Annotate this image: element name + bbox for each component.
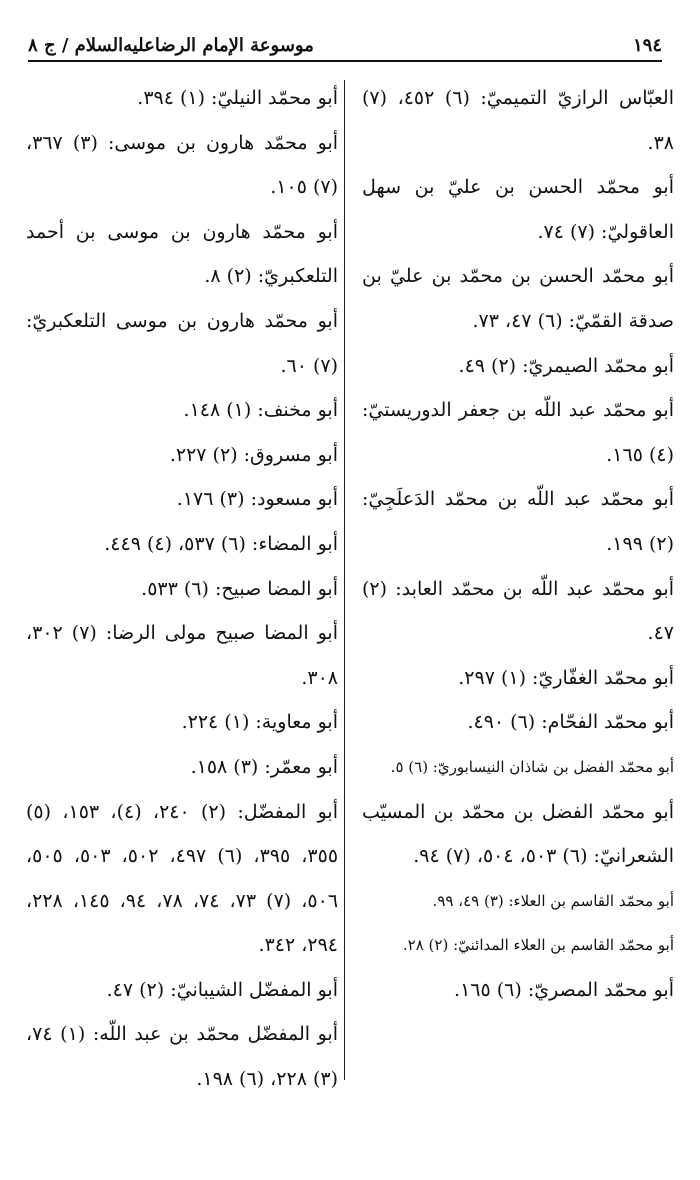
index-entry: أبو محمّد الفضل بن شاذان النيسابوريّ: (٦) ٥. xyxy=(390,757,674,776)
index-entry: أبو محمّد القاسم بن العلاء المدائنيّ: (٢) ٢٨. xyxy=(402,936,674,955)
column-divider xyxy=(344,80,345,1080)
index-entry: أبو محمّد الحسن بن محمّد بن عليّ بن صدقة القمّيّ: (٦) ٤٧، ٧٣. xyxy=(362,265,674,332)
index-entry: أبو معمّر: (٣) ١٥٨. xyxy=(190,755,338,778)
index-entry: أبو محمّد عبد اللّه بن محمّد الدَعلَجِيّ: (٢) ١٩٩. xyxy=(362,488,674,555)
right-index-column xyxy=(362,76,674,1012)
running-title: موسوعة الإمام الرضاعليه‌السلام / ج ٨ xyxy=(28,35,314,56)
index-entry: أبو محمّد عبد اللّه بن محمّد العابد: (٢) ٤٧. xyxy=(362,577,674,645)
left-index-column xyxy=(26,76,338,1102)
index-entry: أبو مخنف: (١) ١٤٨. xyxy=(183,399,338,422)
index-entry: أبو المضا صبيح مولى الرضا: (٧) ٣٠٢، ٣٠٨. xyxy=(26,622,338,689)
index-entry: أبو معاوية: (١) ٢٢٤. xyxy=(181,711,338,734)
index-entry: أبو مسعود: (٣) ١٧٦. xyxy=(176,488,338,511)
page-header xyxy=(28,22,662,56)
index-entry: أبو المفضّل: (٢) ٢٤٠، (٤)، ١٥٣، (٥) ٣٥٥، ٣٩٥، (٦) ٤٩٧، ٥٠٢، ٥٠٣، ٥٠٥، ٥٠٦، (٧) ٧٣، ٧٤، ٧٨، ٩٤، ١٤٥، ٢٢٨، ٢٩٤، ٣٤٢. xyxy=(26,800,339,957)
index-entry: أبو محمّد النيليّ: (١) ٣٩٤. xyxy=(137,87,338,109)
index-entry: أبو محمّد الغفّاريّ: (١) ٢٩٧. xyxy=(458,666,674,689)
index-entry: أبو محمّد الفضل بن محمّد بن المسيّب الشعرانيّ: (٦) ٥٠٣، ٥٠٤، (٧) ٩٤. xyxy=(362,800,674,868)
index-entry: أبو محمّد الصيمريّ: (٢) ٤٩. xyxy=(458,354,674,377)
page-number: ١٩٤ xyxy=(632,35,662,56)
index-entry: أبو محمّد هارون بن موسى بن أحمد التلعكبريّ: (٢) ٨. xyxy=(26,220,338,288)
index-entry: أبو محمّد هارون بن موسى: (٣) ٣٦٧، (٧) ١٠٥. xyxy=(26,131,339,199)
index-entry: أبو المفضّل الشيبانيّ: (٢) ٤٧. xyxy=(106,978,338,1001)
index-entry: أبو محمّد هارون بن موسى التلعكبريّ: (٧) ٦٠. xyxy=(26,309,338,377)
index-entry: أبو محمّد عبد اللّه بن جعفر الدوريستيّ: (٤) ١٦٥. xyxy=(362,399,674,466)
index-entry: أبو المضا صبيح: (٦) ٥٣٣. xyxy=(141,577,338,600)
index-entry: أبو المضاء: (٦) ٥٣٧، (٤) ٤٤٩. xyxy=(104,532,338,555)
index-entry: أبو محمّد القاسم بن العلاء: (٣) ٤٩، ٩٩. xyxy=(432,891,674,910)
index-entry: العبّاس الرازيّ التميميّ: (٦) ٤٥٢، (٧) ٣٨. xyxy=(362,87,674,154)
index-entry: أبو محمّد الحسن بن عليّ بن سهل العاقوليّ: (٧) ٧٤. xyxy=(362,176,674,243)
header-rule xyxy=(28,60,662,62)
index-entry: أبو محمّد المصريّ: (٦) ١٦٥. xyxy=(454,978,674,1001)
index-entry: أبو مسروق: (٢) ٢٢٧. xyxy=(169,443,338,466)
index-entry: أبو محمّد الفحّام: (٦) ٤٩٠. xyxy=(467,711,674,734)
index-entry: أبو المفضّل محمّد بن عبد اللّه: (١) ٧٤، (٣) ٢٢٨، (٦) ١٩٨. xyxy=(26,1023,339,1091)
